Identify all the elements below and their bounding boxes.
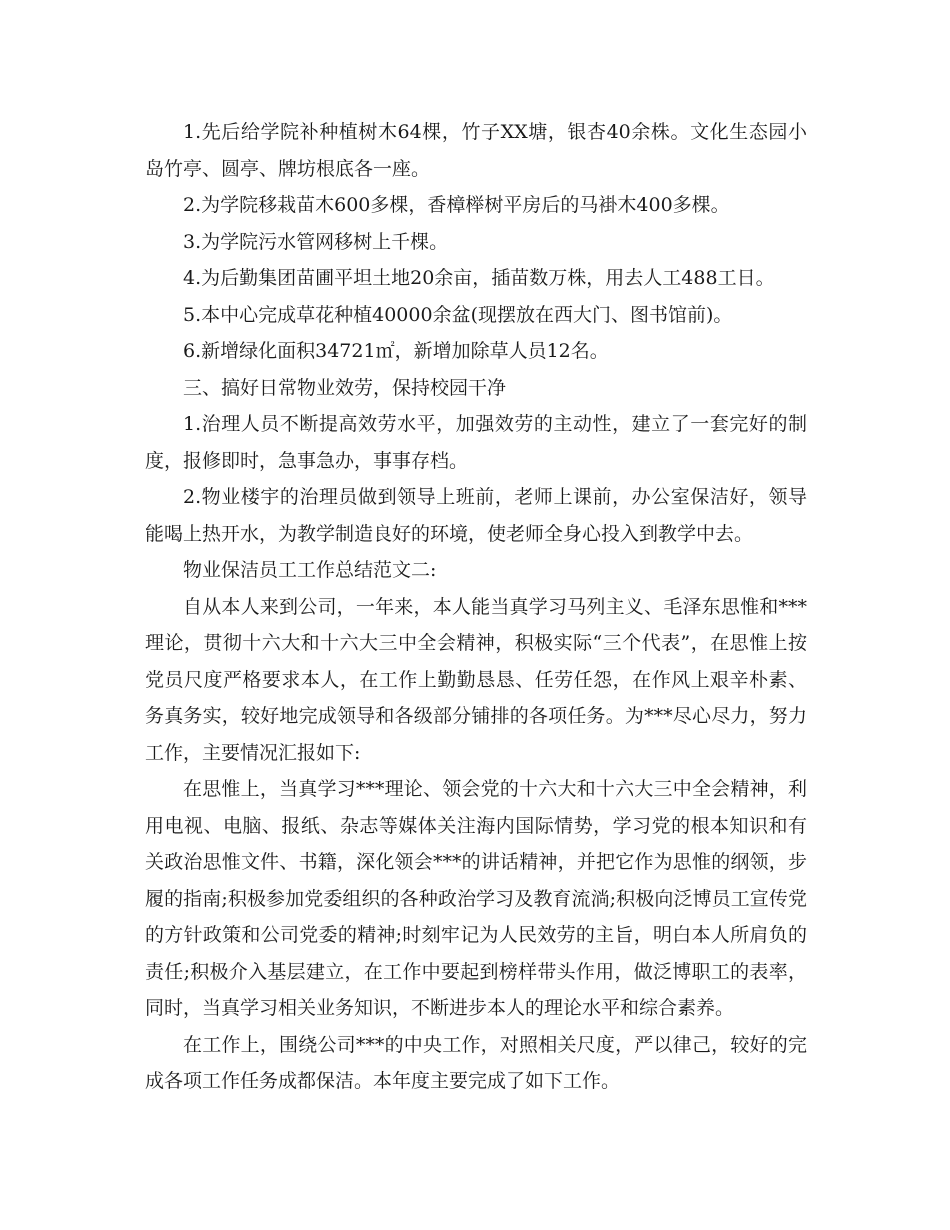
paragraph-item-1: 1.先后给学院补种植树木64棵，竹子XX塘，银杏40余株。文化生态园小岛竹亭、圆亭、牌坊根底各一座。	[145, 121, 807, 180]
body-paragraph-2: 在思惟上，当真学习***理论、领会党的十六大和十六大三中全会精神，利用电视、电脑、报纸、杂志等媒体关注海内国际情势，学习党的根本知识和有关政治思惟文件、书籍，深化领会***的讲话精神，并把它作为思惟的纲领，步履的指南;积极参加党委组织的各种政治学习及教育流淌;积极向泛博员工宣传党的方针政策和公司党委的精神;时刻牢记为人民效劳的主旨，明白本人所肩负的责任;积极介入基层建立，在工作中要起到榜样带头作用，做泛博职工的表率，同时，当真学习相关业务知识，不断进步本人的理论水平和综合素养。	[145, 778, 807, 1019]
section-heading: 三、搞好日常物业效劳，保持校园干净	[183, 376, 507, 399]
document-body	[145, 114, 807, 1100]
paragraph-item-4: 4.为后勤集团苗圃平坦土地20余亩，插苗数万株，用去人工488工日。	[183, 267, 775, 289]
paragraph-item-6: 6.新增绿化面积34721㎡，新增加除草人员12名。	[183, 340, 609, 362]
paragraph-item-3: 3.为学院污水管网移树上千棵。	[183, 230, 449, 253]
paragraph-item-8: 2.物业楼宇的治理员做到领导上班前，老师上课前，办公室保洁好，领导能喝上热开水，为教学制造良好的环境，使老师全身心投入到教学中去。	[145, 486, 807, 545]
body-paragraph-3: 在工作上，围绕公司***的中央工作，对照相关尺度，严以律己，较好的完成各项工作任务成都保洁。本年度主要完成了如下工作。	[145, 1033, 807, 1092]
paragraph-item-5: 5.本中心完成草花种植40000余盆(现摆放在西大门、图书馆前)。	[183, 303, 733, 326]
paragraph-item-2: 2.为学院移栽苗木600多棵，香樟榉树平房后的马褂木400多棵。	[183, 194, 730, 216]
body-paragraph-1: 自从本人来到公司，一年来，本人能当真学习马列主义、毛泽东思惟和***理论，贯彻十六大和十六大三中全会精神，积极实际“三个代表”，在思惟上按党员尺度严格要求本人，在工作上勤勤恳恳、任劳任怨，在作风上艰辛朴素、务真务实，较好地完成领导和各级部分铺排的各项任务。为***尽心尽力，努力工作，主要情况汇报如下:	[145, 595, 807, 764]
paragraph-item-7: 1.治理人员不断提高效劳水平，加强效劳的主动性，建立了一套完好的制度，报修即时，急事急办，事事存档。	[145, 413, 807, 472]
subtitle-heading: 物业保洁员工工作总结范文二:	[183, 559, 437, 581]
